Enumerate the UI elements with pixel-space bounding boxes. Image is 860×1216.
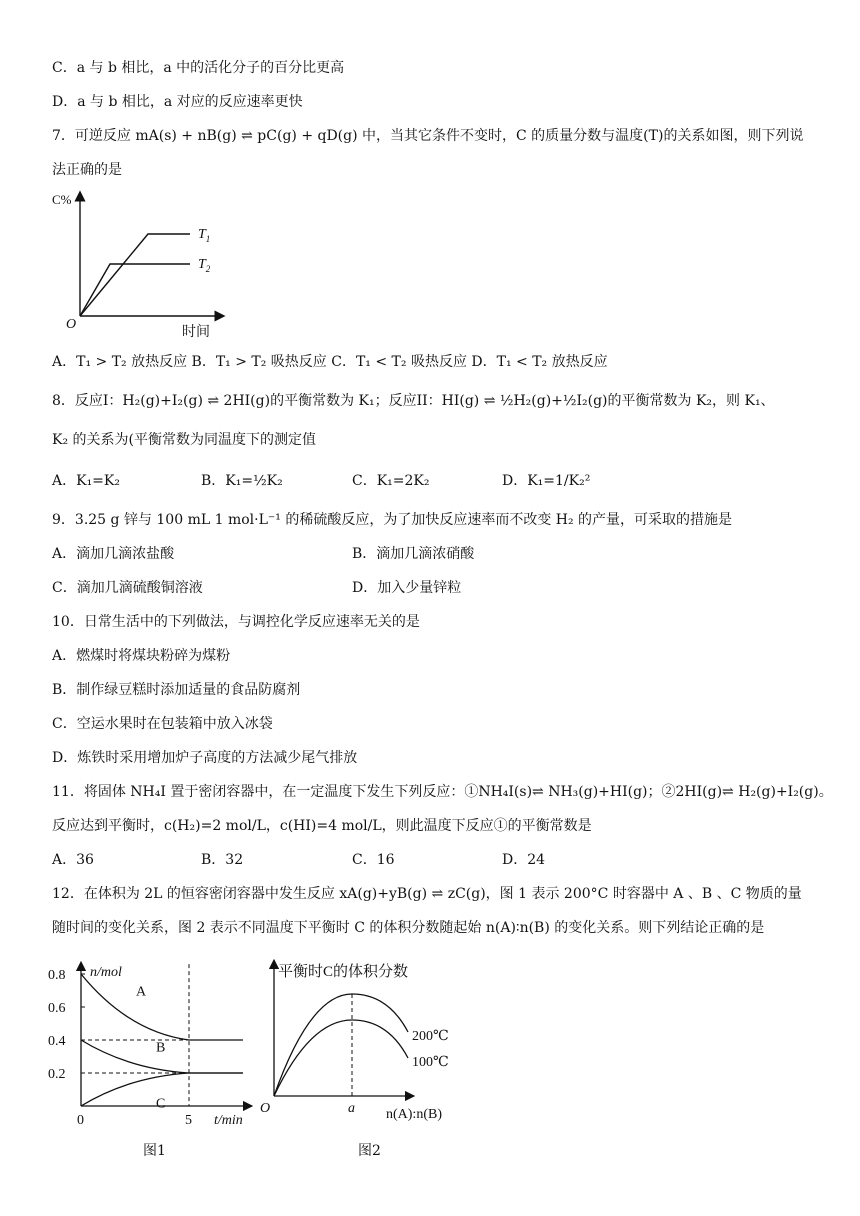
option-c-prev: C．a 与 b 相比，a 中的活化分子的百分比更高 <box>52 60 345 76</box>
figure2-chart <box>258 958 468 1130</box>
q10-option-a: A．燃煤时将煤块粉碎为煤粉 <box>52 648 231 664</box>
q10-option-b: B．制作绿豆糕时添加适量的食品防腐剂 <box>52 682 301 698</box>
q7-ylabel: C% <box>52 192 72 207</box>
q8-stem-line2: K₂ 的关系为(平衡常数为同温度下的测定值 <box>52 432 316 448</box>
q11-stem-line2: 反应达到平衡时，c(H₂)=2 mol/L，c(HI)=4 mol/L，则此温度下反应①的平衡常数是 <box>52 818 592 834</box>
q11-stem-line1: 11．将固体 NH₄I 置于密闭容器中，在一定温度下发生下列反应：①NH₄I(s)⇌ NH₃(g)+HI(g)；②2HI(g)⇌ H₂(g)+I₂(g)。 <box>52 784 833 800</box>
q7-label-t1: $T_1$ <box>198 227 211 244</box>
q7-line-t1 <box>80 234 190 316</box>
fig2-curve-100c <box>274 1020 408 1096</box>
q8-option-d: D．K₁=1/K₂² <box>502 473 591 489</box>
q8-option-b: B．K₁=½K₂ <box>201 473 283 489</box>
q9-stem: 9．3.25 g 锌与 100 mL 1 mol·L⁻¹ 的稀硫酸反应，为了加快反应速率而不改变 H₂ 的产量，可采取的措施是 <box>52 512 733 528</box>
fig1-series-a <box>81 974 243 1040</box>
q9-option-a: A．滴加几滴浓盐酸 <box>52 546 175 562</box>
q12-stem-line2: 随时间的变化关系，图 2 表示不同温度下平衡时 C 的体积分数随起始 n(A)∶n(B) 的变化关系。则下列结论正确的是 <box>52 920 765 936</box>
fig1-xtick-label: 5 <box>185 1113 192 1128</box>
q7-line-t2 <box>80 264 190 316</box>
fig2-xtick-a: a <box>348 1101 355 1116</box>
fig1-ytick-label: 0.2 <box>48 1067 66 1082</box>
figure2-caption: 图2 <box>358 1143 381 1159</box>
q11-option-b: B．32 <box>201 852 244 868</box>
q7-origin: O <box>66 317 77 332</box>
q7-chart <box>52 186 232 342</box>
fig2-label-200c: 200℃ <box>412 1029 449 1044</box>
q11-option-c: C．16 <box>352 852 395 868</box>
fig2-ylabel: 平衡时C的体积分数 <box>278 964 409 980</box>
q9-option-d: D．加入少量锌粒 <box>352 580 462 596</box>
option-d-prev: D．a 与 b 相比，a 对应的反应速率更快 <box>52 94 303 110</box>
q8-option-a: A．K₁=K₂ <box>52 473 120 489</box>
q12-stem-line1: 12．在体积为 2L 的恒容密闭容器中发生反应 xA(g)+yB(g) ⇌ zC(g)，图 1 表示 200°C 时容器中 A 、B 、C 物质的量 <box>52 886 802 902</box>
q8-option-c: C．K₁=2K₂ <box>352 473 430 489</box>
q10-option-d: D．炼铁时采用增加炉子高度的方法减少尾气排放 <box>52 750 358 766</box>
q8-stem-line1: 8．反应I：H₂(g)+I₂(g) ⇌ 2HI(g)的平衡常数为 K₁；反应II：HI(g) ⇌ ½H₂(g)+½I₂(g)的平衡常数为 K₂，则 K₁、 <box>52 393 775 409</box>
fig2-label-100c: 100℃ <box>412 1055 449 1070</box>
fig1-ytick-label: 0.8 <box>48 968 66 983</box>
fig1-xlabel: t/min <box>214 1113 243 1128</box>
fig1-ytick-label: 0.6 <box>48 1001 66 1016</box>
q7-stem-line1: 7．可逆反应 mA(s) + nB(g) ⇌ pC(g) + qD(g) 中，当其它条件不变时，C 的质量分数与温度(T)的关系如图，则下列说 <box>52 128 804 144</box>
q11-option-a: A．36 <box>52 852 94 868</box>
figure1-chart <box>44 958 260 1130</box>
fig1-ytick-label: 0.4 <box>48 1034 66 1049</box>
q7-stem-line2: 法正确的是 <box>52 162 122 178</box>
q9-option-b: B．滴加几滴浓硝酸 <box>352 546 475 562</box>
fig1-series-label-a: A <box>136 984 147 1000</box>
q10-stem: 10．日常生活中的下列做法，与调控化学反应速率无关的是 <box>52 614 420 630</box>
fig2-xlabel: n(A):n(B) <box>386 1107 442 1122</box>
fig2-curve-200c <box>274 994 408 1096</box>
q7-options: A．T₁ > T₂ 放热反应 B．T₁ > T₂ 吸热反应 C．T₁ < T₂ 吸热反应 D．T₁ < T₂ 放热反应 <box>52 354 608 370</box>
fig1-series-label-b: B <box>156 1040 166 1056</box>
figure1-caption: 图1 <box>143 1143 166 1159</box>
fig1-series-label-c: C <box>156 1096 166 1112</box>
q7-xlabel: 时间 <box>182 325 210 340</box>
fig1-xtick-label: 0 <box>77 1113 84 1128</box>
q9-option-c: C．滴加几滴硫酸铜溶液 <box>52 580 203 596</box>
q11-option-d: D．24 <box>502 852 546 868</box>
q7-label-t2: $T_2$ <box>198 257 211 274</box>
q10-option-c: C．空运水果时在包装箱中放入冰袋 <box>52 716 273 732</box>
fig1-ylabel: n/mol <box>90 965 122 980</box>
fig2-origin: O <box>260 1101 271 1116</box>
